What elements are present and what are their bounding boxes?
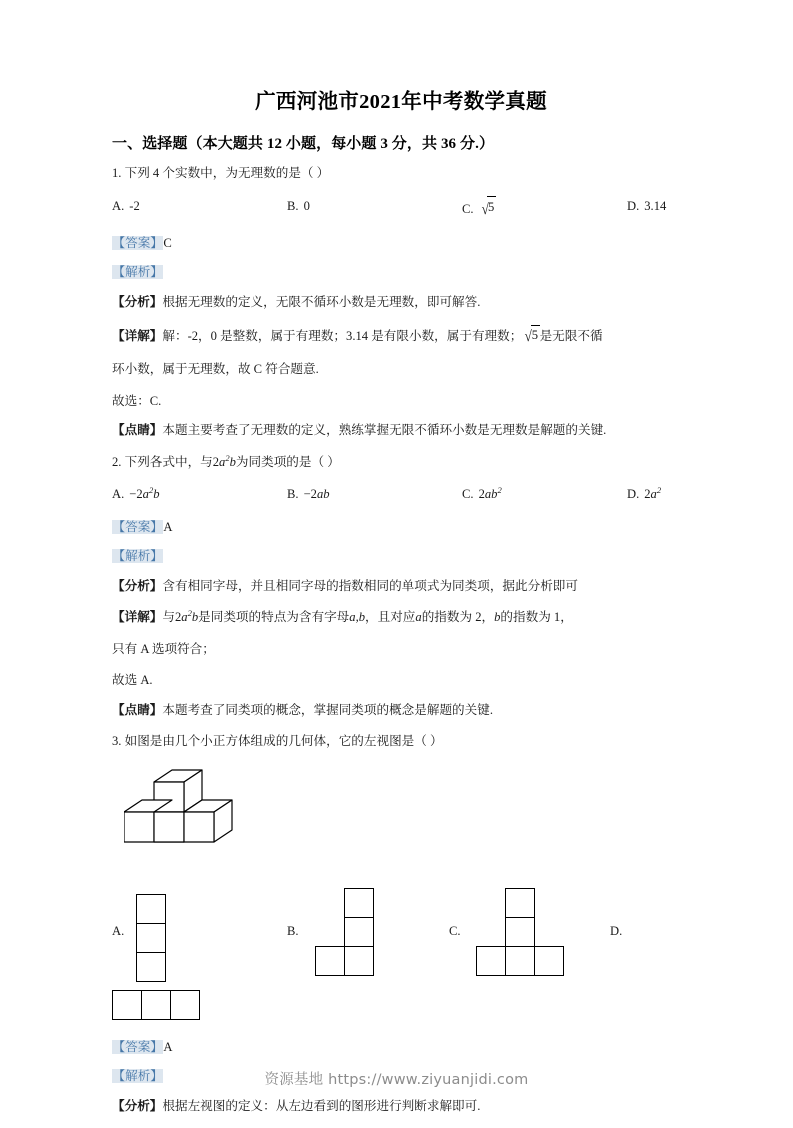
option-c-value: $2ab^2$ [478, 485, 502, 502]
grid-cell [112, 990, 142, 1020]
xiangjie-part1: 解：-2，0 是整数，属于有理数；3.14 是有限小数，属于有理数； [162, 329, 523, 344]
option-a-label: A. [112, 923, 125, 938]
answer-tag: 【答案】 [112, 1039, 163, 1054]
question-2-stem-suffix: 为同类项的是（ ） [235, 454, 340, 469]
page-title: 广西河池市2021年中考数学真题 [255, 91, 547, 113]
analysis-tag: 【解析】 [112, 1069, 163, 1084]
solid-of-cubes-figure [124, 764, 690, 872]
question-1-guxuan: 故选：C. [112, 393, 162, 408]
grid-cell [136, 894, 166, 924]
question-3-option-figures [112, 880, 690, 988]
answer-tag: 【答案】 [112, 519, 163, 534]
question-2-xiangjie-line [112, 608, 690, 628]
grid-cell [344, 917, 374, 947]
solid-of-cubes-icon [124, 764, 284, 872]
option-b-value: −2ab [303, 487, 330, 502]
dianjing-tag: 【点睛】 [112, 423, 163, 438]
option-a-value: $-2a^2b$ [129, 485, 160, 502]
option-c-label: C. [462, 201, 474, 216]
option-b-value: 0 [303, 198, 310, 213]
option-a-label: A. [112, 487, 125, 502]
xiangjie-letters: a,b [349, 610, 366, 625]
option-d-label: D. [627, 198, 640, 213]
option-b-label: B. [287, 487, 299, 502]
option-d-label: D. [627, 487, 640, 502]
document-content [112, 88, 690, 1128]
fenxi-text: 根据无理数的定义，无限不循环小数是无理数，即可解答. [162, 294, 481, 309]
xiangjie-tag: 【详解】 [112, 329, 163, 344]
grid-cell [505, 917, 535, 947]
sqrt-5-expression: √5 [479, 196, 496, 222]
xiangjie-tag: 【详解】 [112, 610, 163, 625]
question-1-dianjing-line [112, 421, 690, 441]
xiangjie-b: b [494, 610, 501, 625]
question-2-answer-line [112, 518, 690, 538]
grid-cell [141, 990, 171, 1020]
grid-cell [344, 946, 374, 976]
section-heading: 一、选择题（本大题共 12 小题，每小题 3 分，共 36 分.） [112, 135, 495, 152]
question-3-fenxi-line [112, 1097, 690, 1117]
option-b-label: B. [287, 923, 299, 938]
answer-tag: 【答案】 [112, 235, 163, 250]
xiangjie-post3: 的指数为 1， [500, 610, 573, 625]
xiangjie-pre: 与 [162, 610, 175, 625]
option-a[interactable] [112, 196, 287, 222]
fenxi-text: 根据左视图的定义：从左边看到的图形进行判断求解即可. [162, 1098, 481, 1113]
grid-cell [505, 946, 535, 976]
xiangjie-post: ，且对应 [365, 610, 416, 625]
analysis-tag: 【解析】 [112, 265, 163, 280]
question-1-analysis-tag-line [112, 263, 690, 283]
xiangjie-mid: 是同类项的特点为含有字母 [198, 610, 350, 625]
question-2-xiangjie-line2: 只有 A 选项符合； [112, 641, 215, 656]
grid-cell [170, 990, 200, 1020]
option-b-label: B. [287, 198, 299, 213]
question-2-guxuan: 故选 A. [112, 673, 153, 688]
xiangjie-a: a [415, 610, 422, 625]
grid-cell [315, 946, 345, 976]
xiangjie-post2: 的指数为 2， [421, 610, 495, 625]
grid-cell [476, 946, 506, 976]
question-1-xiangjie-line [112, 324, 690, 348]
question-1-xiangjie-line2: 环小数，属于无理数，故 C 符合题意. [112, 362, 319, 377]
answer-value: A [163, 519, 173, 534]
fenxi-text: 含有相同字母，并且相同字母的指数相同的单项式为同类项，据此分析即可 [162, 578, 578, 593]
option-d[interactable] [627, 484, 687, 505]
footer-watermark: 资源基地 https://www.ziyuanjidi.com [264, 1072, 529, 1088]
option-c-label: C. [449, 923, 461, 938]
option-b[interactable] [287, 196, 462, 222]
fenxi-tag: 【分析】 [112, 578, 163, 593]
option-c[interactable] [462, 484, 627, 505]
option-a-label: A. [112, 198, 125, 213]
option-c-label: C. [462, 487, 474, 502]
question-1-fenxi-line [112, 293, 690, 313]
fenxi-tag: 【分析】 [112, 1098, 163, 1113]
option-d-value: $2a^2$ [644, 485, 662, 502]
option-d-value: 3.14 [644, 198, 667, 213]
answer-value: A [163, 1039, 173, 1054]
option-b[interactable] [287, 484, 462, 505]
question-2-analysis-tag-line [112, 547, 690, 567]
question-1-stem: 1. 下列 4 个实数中，为无理数的是（ ） [112, 166, 330, 181]
option-d[interactable] [627, 196, 687, 222]
dianjing-text: 本题主要考查了无理数的定义，熟练掌握无限不循环小数是无理数是解题的关键. [162, 423, 607, 438]
analysis-tag: 【解析】 [112, 549, 163, 564]
question-2-dianjing-line [112, 701, 690, 721]
dianjing-text: 本题考查了同类项的概念，掌握同类项的概念是解题的关键. [162, 702, 493, 717]
question-1-answer-line [112, 234, 690, 254]
question-3-answer-line [112, 1038, 690, 1058]
option-a-value: -2 [129, 198, 140, 213]
grid-cell [136, 923, 166, 953]
grid-cell [344, 888, 374, 918]
option-d-figure[interactable] [112, 990, 690, 1028]
question-2-fenxi-line [112, 577, 690, 597]
dianjing-tag: 【点睛】 [112, 702, 163, 717]
question-2-stem [112, 453, 690, 473]
answer-value: C [163, 235, 172, 250]
option-a[interactable] [112, 484, 287, 505]
grid-cell [505, 888, 535, 918]
question-2-stem-prefix: 2. 下列各式中，与 [112, 454, 213, 469]
grid-cell [136, 952, 166, 982]
option-c[interactable] [462, 196, 627, 222]
question-3-stem: 3. 如图是由几个小正方体组成的几何体，它的左视图是（ ） [112, 734, 443, 749]
grid-cell [534, 946, 564, 976]
option-d-label: D. [610, 923, 623, 938]
xiangjie-math: $2a^2b$ [174, 608, 199, 625]
xiangjie-part2: 是无限不循 [539, 329, 603, 344]
fenxi-tag: 【分析】 [112, 294, 163, 309]
question-2-stem-math: $2a^2b$ [212, 452, 236, 469]
question-1-options [112, 196, 690, 222]
sqrt-5-expression-inline: √5 [522, 324, 539, 348]
question-2-options [112, 484, 690, 505]
